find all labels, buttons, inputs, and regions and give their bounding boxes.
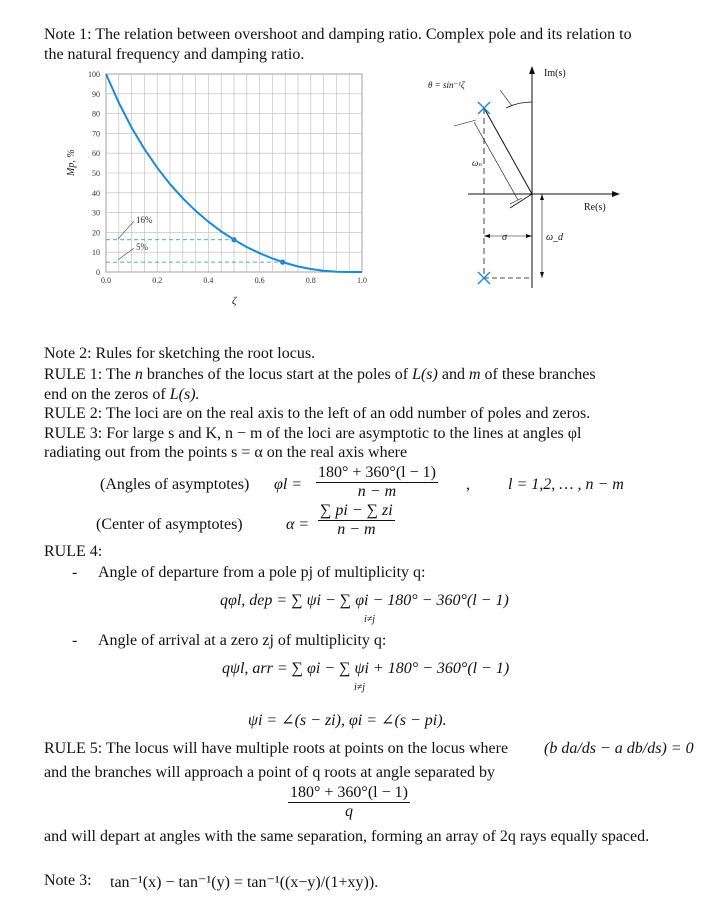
center-fraction (318, 502, 395, 539)
rule3-line2: radiating out from the points s = α on the real axis where (44, 444, 408, 461)
y-tick-label: 20 (92, 228, 100, 238)
overshoot-chart (58, 66, 378, 310)
rule5-expression: (b da/ds − a db/ds) = 0 (544, 740, 694, 757)
y-tick-label: 50 (92, 169, 100, 178)
y-tick-label: 90 (92, 89, 100, 99)
y-tick-label: 10 (92, 248, 100, 258)
rule2: RULE 2: The loci are on the real axis to the left of an odd number of poles and zeros. (44, 405, 591, 422)
angles-range: l = 1,2, … , n − m (508, 476, 624, 493)
arrival-text: Angle of arrival at a zero zj of multiplicity q: (98, 632, 387, 649)
arrival-subscript: i≠j (354, 682, 366, 693)
departure-equation: qφl, dep = ∑ ψi − ∑ φi − 180° − 360°(l − 1) (220, 592, 509, 609)
x-tick-label: 0.0 (101, 276, 111, 285)
wn-label: ωₙ (472, 158, 483, 168)
im-label: Im(s) (544, 68, 566, 79)
angles-numerator: 180° + 360°(l − 1) (318, 464, 436, 481)
rule5-line2: and the branches will approach a point of q roots at angle separated by (44, 764, 495, 781)
angles-label: (Angles of asymptotes) (100, 476, 250, 493)
rule1-line1: RULE 1: The n branches of the locus start at the poles of L(s) and m of these branches (44, 366, 596, 383)
center-label: (Center of asymptotes) (96, 516, 243, 533)
x-tick-label: 0.8 (305, 276, 316, 285)
re-label: Re(s) (584, 202, 606, 213)
note3-formula: tan⁻¹(x) − tan⁻¹(y) = tan⁻¹((x−y)/(1+xy)). (110, 874, 379, 891)
x-tick-label: 0.2 (152, 276, 163, 285)
angles-fraction (316, 464, 438, 501)
departure-text: Angle of departure from a pole pj of multiplicity q: (98, 564, 426, 581)
center-lhs: α = (286, 516, 310, 533)
psi-definition: ψi = ∠(s − zi), φi = ∠(s − pi). (248, 712, 447, 729)
note1-line2: the natural frequency and damping ratio. (44, 46, 305, 63)
y-tick-label: 0 (96, 268, 100, 277)
rule5-line3: and will depart at angles with the same separation, forming an array of 2q rays equally spaced. (44, 828, 650, 845)
annotation-5: 5% (136, 242, 148, 252)
rule5-denominator: q (344, 803, 353, 820)
note3-label: Note 3: (44, 872, 92, 889)
sigma-label: σ (502, 232, 507, 243)
center-numerator: ∑ pi − ∑ zi (320, 502, 393, 519)
note1-line1: Note 1: The relation between overshoot and damping ratio. Complex pole and its relation to (44, 26, 632, 43)
wd-label: ω_d (546, 232, 564, 243)
theta-label: θ = sin⁻¹ζ (428, 80, 465, 90)
arrival-equation: qψl, arr = ∑ φi − ∑ ψi + 180° − 360°(l − 1) (222, 660, 510, 677)
pole-location-diagram (420, 62, 620, 294)
departure-subscript: i≠j (364, 614, 376, 625)
center-denominator: n − m (337, 521, 376, 538)
rule5-fraction (288, 784, 410, 821)
rule3-line1: RULE 3: For large s and K, n − m of the loci are asymptotic to the lines at angles φl (44, 425, 582, 442)
angles-lhs: φl = (274, 476, 303, 493)
y-tick-label: 30 (92, 208, 100, 218)
note2-title: Note 2: Rules for sketching the root locus. (44, 345, 316, 362)
rule5-numerator: 180° + 360°(l − 1) (290, 784, 408, 801)
chart-xlabel: ζ (232, 295, 237, 307)
y-tick-label: 40 (92, 188, 100, 198)
y-tick-label: 80 (92, 109, 100, 119)
x-tick-label: 0.4 (203, 276, 214, 285)
y-tick-label: 100 (88, 70, 100, 79)
angles-denominator: n − m (357, 483, 397, 500)
rule5-line1: RULE 5: The locus will have multiple roots at points on the locus where (44, 740, 509, 757)
rule4-title: RULE 4: (44, 543, 103, 560)
chart-ylabel: Mp, % (66, 149, 77, 176)
x-tick-label: 0.6 (254, 276, 265, 285)
y-tick-label: 60 (92, 149, 100, 159)
rule1-line2: end on the zeros of L(s). (44, 386, 200, 403)
annotation-16: 16% (136, 215, 153, 225)
y-tick-label: 70 (92, 129, 100, 139)
x-tick-label: 1.0 (357, 276, 367, 285)
